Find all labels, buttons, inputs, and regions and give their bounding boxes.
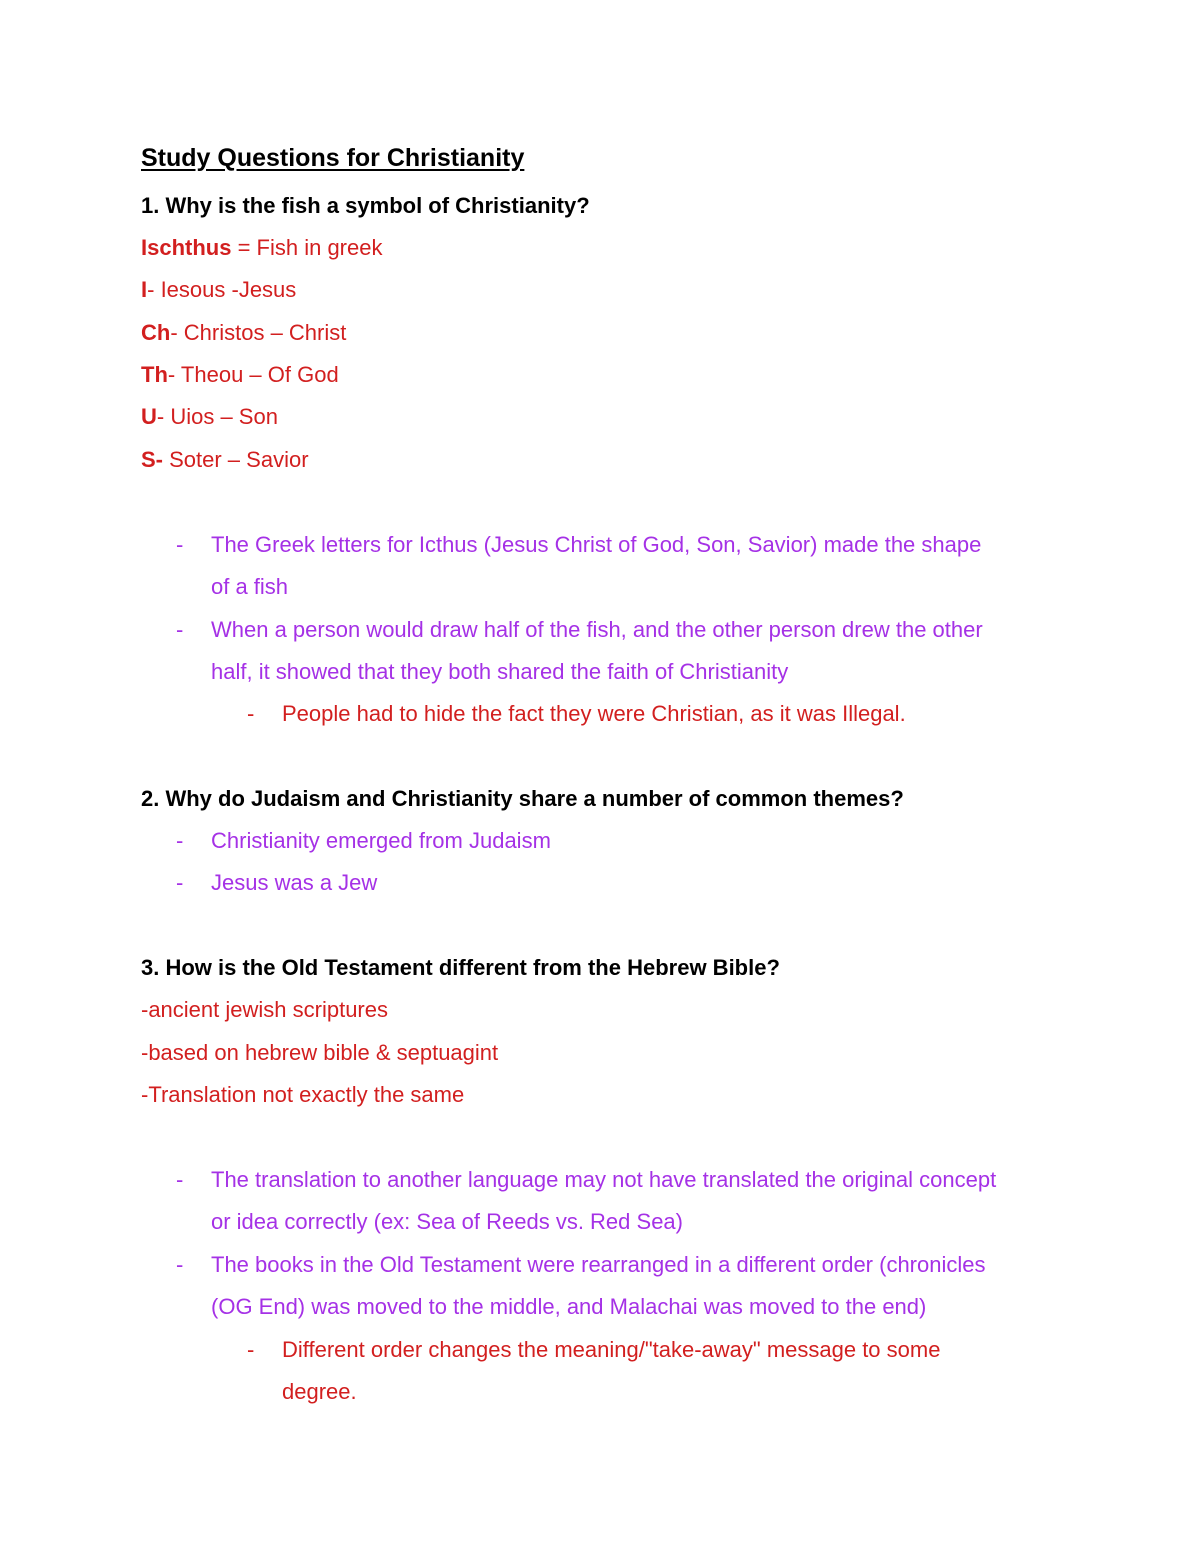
sub-bullet-text: Different order changes the meaning/"take-away" message to some [282,1337,941,1362]
acronym-key: Ischthus [141,235,232,260]
bullet-text: The Greek letters for Icthus (Jesus Christ of God, Son, Savior) made the shape [211,532,982,557]
bullet-text: or idea correctly (ex: Sea of Reeds vs. Red Sea) [211,1209,683,1234]
bullet-dash: - [176,828,184,853]
bullet-text: Jesus was a Jew [211,870,378,895]
bullet-text: When a person would draw half of the fish, and the other person drew the other [211,617,983,642]
page-title: Study Questions for Christianity [141,144,525,172]
bullet-text: The books in the Old Testament were rearranged in a different order (chronicles [211,1252,986,1277]
bullet-text: The translation to another language may not have translated the original concept [211,1167,997,1192]
acronym-line [141,277,296,303]
question-3: 3. How is the Old Testament different from the Hebrew Bible? [141,955,780,980]
sub-bullet-text: degree. [282,1379,357,1404]
acronym-line [141,447,309,473]
bullet-text: half, it showed that they both shared the faith of Christianity [211,659,789,684]
question-2: 2. Why do Judaism and Christianity share a number of common themes? [141,786,904,811]
note-line: -Translation not exactly the same [141,1082,465,1107]
acronym-line [141,235,382,261]
acronym-key: I [141,277,148,302]
acronym-meaning: - Christos – Christ [170,320,347,345]
acronym-line [141,404,278,430]
bullet-dash: - [176,870,184,895]
acronym-meaning: = Fish in greek [231,235,383,260]
note-line: -based on hebrew bible & septuagint [141,1040,499,1065]
acronym-line [141,362,339,388]
bullet-dash: - [176,617,184,642]
bullet-dash: - [176,532,184,557]
sub-bullet-dash: - [247,1337,255,1362]
note-line: -ancient jewish scriptures [141,997,388,1022]
acronym-key: Ch [141,320,171,345]
sub-bullet-dash: - [247,701,255,726]
acronym-meaning: - Iesous -Jesus [147,277,297,302]
sub-bullet-text: People had to hide the fact they were Christian, as it was Illegal. [282,701,906,726]
bullet-dash: - [176,1252,184,1277]
acronym-meaning: - Theou – Of God [167,362,339,387]
question-1: 1. Why is the fish a symbol of Christianity? [141,193,590,218]
bullet-dash: - [176,1167,184,1192]
bullet-text: (OG End) was moved to the middle, and Malachai was moved to the end) [211,1294,927,1319]
acronym-meaning: - Uios – Son [156,404,278,429]
bullet-text: of a fish [211,574,289,599]
acronym-line [141,320,346,346]
bullet-text: Christianity emerged from Judaism [211,828,551,853]
acronym-key: U [141,404,157,429]
acronym-key: S- [141,447,163,472]
acronym-key: Th [141,362,168,387]
acronym-meaning: Soter – Savior [163,447,309,472]
